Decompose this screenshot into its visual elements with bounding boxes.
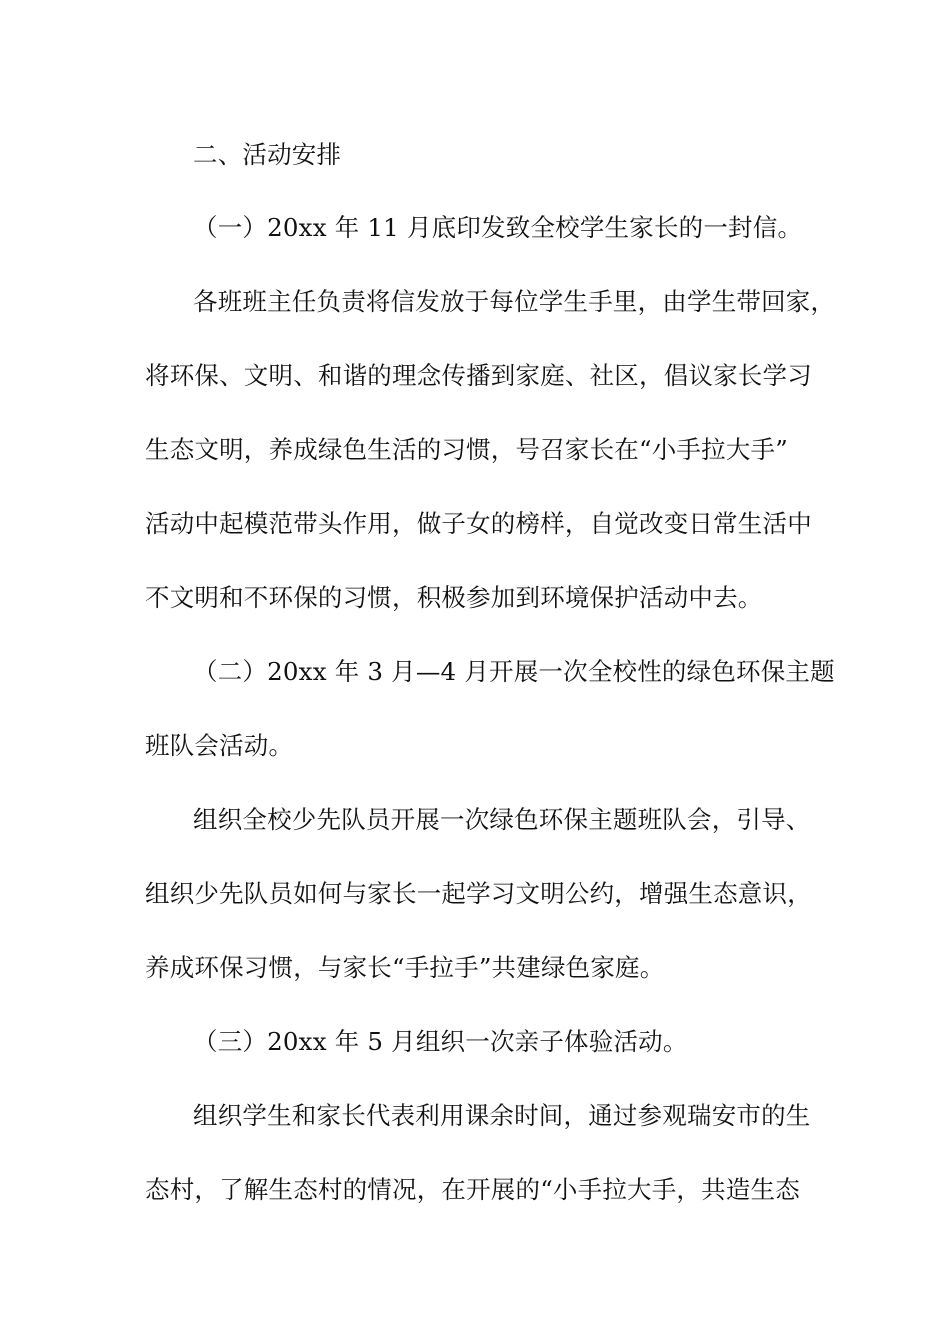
paragraph-line: 活动中起模范带头作用，做子女的榜样，自觉改变日常生活中	[145, 509, 812, 538]
section-heading: 二、活动安排	[193, 140, 342, 169]
paragraph-line: 不文明和不环保的习惯，积极参加到环境保护活动中去。	[145, 583, 763, 612]
paragraph-line: 将环保、文明、和谐的理念传播到家庭、社区，倡议家长学习	[145, 361, 812, 390]
paragraph-line: 生态文明，养成绿色生活的习惯，号召家长在“小手拉大手”	[145, 435, 788, 464]
paragraph-line: 组织全校少先队员开展一次绿色环保主题班队会，引导、	[193, 805, 811, 834]
paragraph-line: 态村，了解生态村的情况，在开展的“小手拉大手，共造生态	[145, 1175, 800, 1204]
paragraph-line: 组织少先队员如何与家长一起学习文明公约，增强生态意识，	[145, 879, 812, 908]
paragraph-line: 养成环保习惯，与家长“手拉手”共建绿色家庭。	[145, 953, 665, 982]
item-heading-3: （三）20xx 年 5 月组织一次亲子体验活动。	[193, 1027, 688, 1056]
item-heading-2: （二）20xx 年 3 月—4 月开展一次全校性的绿色环保主题	[193, 657, 835, 686]
paragraph-line: 组织学生和家长代表利用课余时间，通过参观瑞安市的生	[193, 1101, 811, 1130]
item-heading-2-continued: 班队会活动。	[145, 731, 294, 760]
item-heading-1: （一）20xx 年 11 月底印发致全校学生家长的一封信。	[193, 213, 803, 242]
paragraph-line: 各班班主任负责将信发放于每位学生手里，由学生带回家，	[193, 287, 836, 316]
